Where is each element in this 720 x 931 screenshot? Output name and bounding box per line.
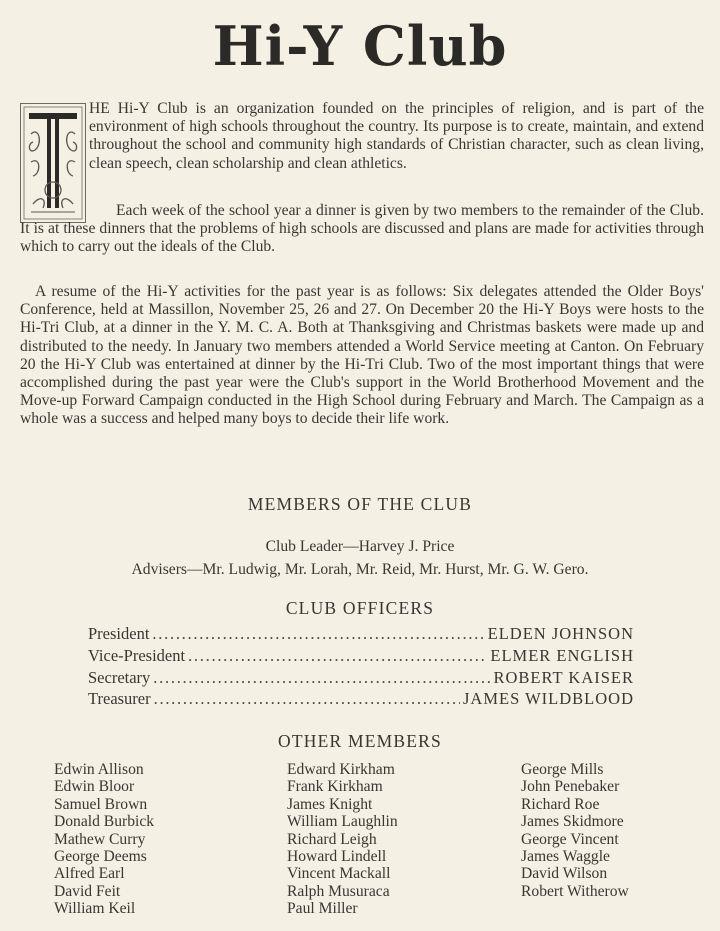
leader-dots [188,646,487,666]
list-item: James Waggle [521,848,610,866]
other-members-heading: OTHER MEMBERS [278,731,442,751]
page-title: Hi-Y Club [212,14,508,78]
activities-paragraph: A resume of the Hi-Y activities for the past year is as follows: Six delegates attended the Older Boys' Conference, held at Massillon, November 25, 26 and 27. On December 20 the Hi-Y Boys were hosts to the Hi-Tri Club, at a dinner in the Y. M. C. A. Both at Thanksgiving and Christmas baskets were made up and distributed to the needy. In January two members attended a World Service meeting at Canton. On February 20 the Hi-Y Club was entertained at dinner by the Hi-Tri Club. Two of the most important things that were accomplished during the past year were the Club's support in the World Brotherhood Movement and the Move-up Forward Campaign conducted in the High School during February and March. The Campaign as a whole was a success and helped many boys to decide their life work. [20,283,704,428]
members-heading: MEMBERS OF THE CLUB [247,494,473,514]
leader-dots [152,624,484,644]
officer-name: ROBERT KAISER [493,668,634,687]
advisers: Advisers—Mr. Ludwig, Mr. Lorah, Mr. Reid, Mr. Hurst, Mr. G. W. Gero. [131,561,589,578]
list-item: Samuel Brown [54,795,148,813]
list-item: Robert Witherow [521,882,629,900]
list-item: Howard Lindell [287,848,387,866]
officer-role: Treasurer [88,689,151,708]
leader-dots [153,668,490,688]
club-leader: Club Leader—Harvey J. Price [265,538,455,555]
list-item: George Vincent [521,830,619,848]
list-item: James Knight [287,795,373,813]
list-item: William Keil [54,900,136,918]
intro-paragraph: HE Hi-Y Club is an organization founded on the principles of religion, and is part of the environment of high schools throughout the country. Its purpose is to create, maintain, and extend throughout the school and community high standards of Christian character, such as clean living, clean speech, clean scholarship and clean athletics. [89,100,704,172]
officer-name: ELMER ENGLISH [490,646,634,665]
leader-dots [154,689,460,709]
list-item: Vincent Mackall [287,865,391,883]
list-item: Ralph Musuraca [287,882,390,900]
list-item: John Penebaker [521,778,620,796]
list-item: Frank Kirkham [287,778,383,796]
officer-role: President [88,624,150,643]
list-item: Edwin Bloor [54,778,135,796]
officer-row-president [88,624,634,646]
officer-role: Vice-President [88,646,186,665]
officer-name: ELDEN JOHNSON [487,624,634,643]
list-item: Mathew Curry [54,830,146,848]
list-item: William Laughlin [287,813,398,831]
list-item: Donald Burbick [54,813,155,831]
list-item: David Wilson [521,865,608,883]
list-item: Paul Miller [287,900,358,918]
list-item: Richard Leigh [287,830,377,848]
list-item: George Deems [54,848,147,866]
members-column-1 [54,761,154,918]
list-item: James Skidmore [521,813,624,831]
officer-name: JAMES WILDBLOOD [463,689,634,708]
list-item: George Mills [521,761,604,778]
officer-role: Secretary [88,668,151,687]
members-column-3 [521,761,629,900]
officer-row-vice-president [88,646,634,668]
dinner-paragraph: Each week of the school year a dinner is given by two members to the remainder of the Club. It is at these dinners that the problems of high schools are discussed and plans are made for activities through which to carry out the ideals of the Club. [20,202,704,256]
list-item: Edward Kirkham [287,761,395,778]
officer-row-secretary [88,668,634,690]
list-item: Richard Roe [521,795,600,813]
officer-row-treasurer [88,689,634,711]
list-item: Alfred Earl [54,865,125,883]
list-item: Edwin Allison [54,761,144,778]
officers-heading: CLUB OFFICERS [285,598,435,618]
members-column-2 [287,761,398,918]
list-item: David Feit [54,882,121,900]
